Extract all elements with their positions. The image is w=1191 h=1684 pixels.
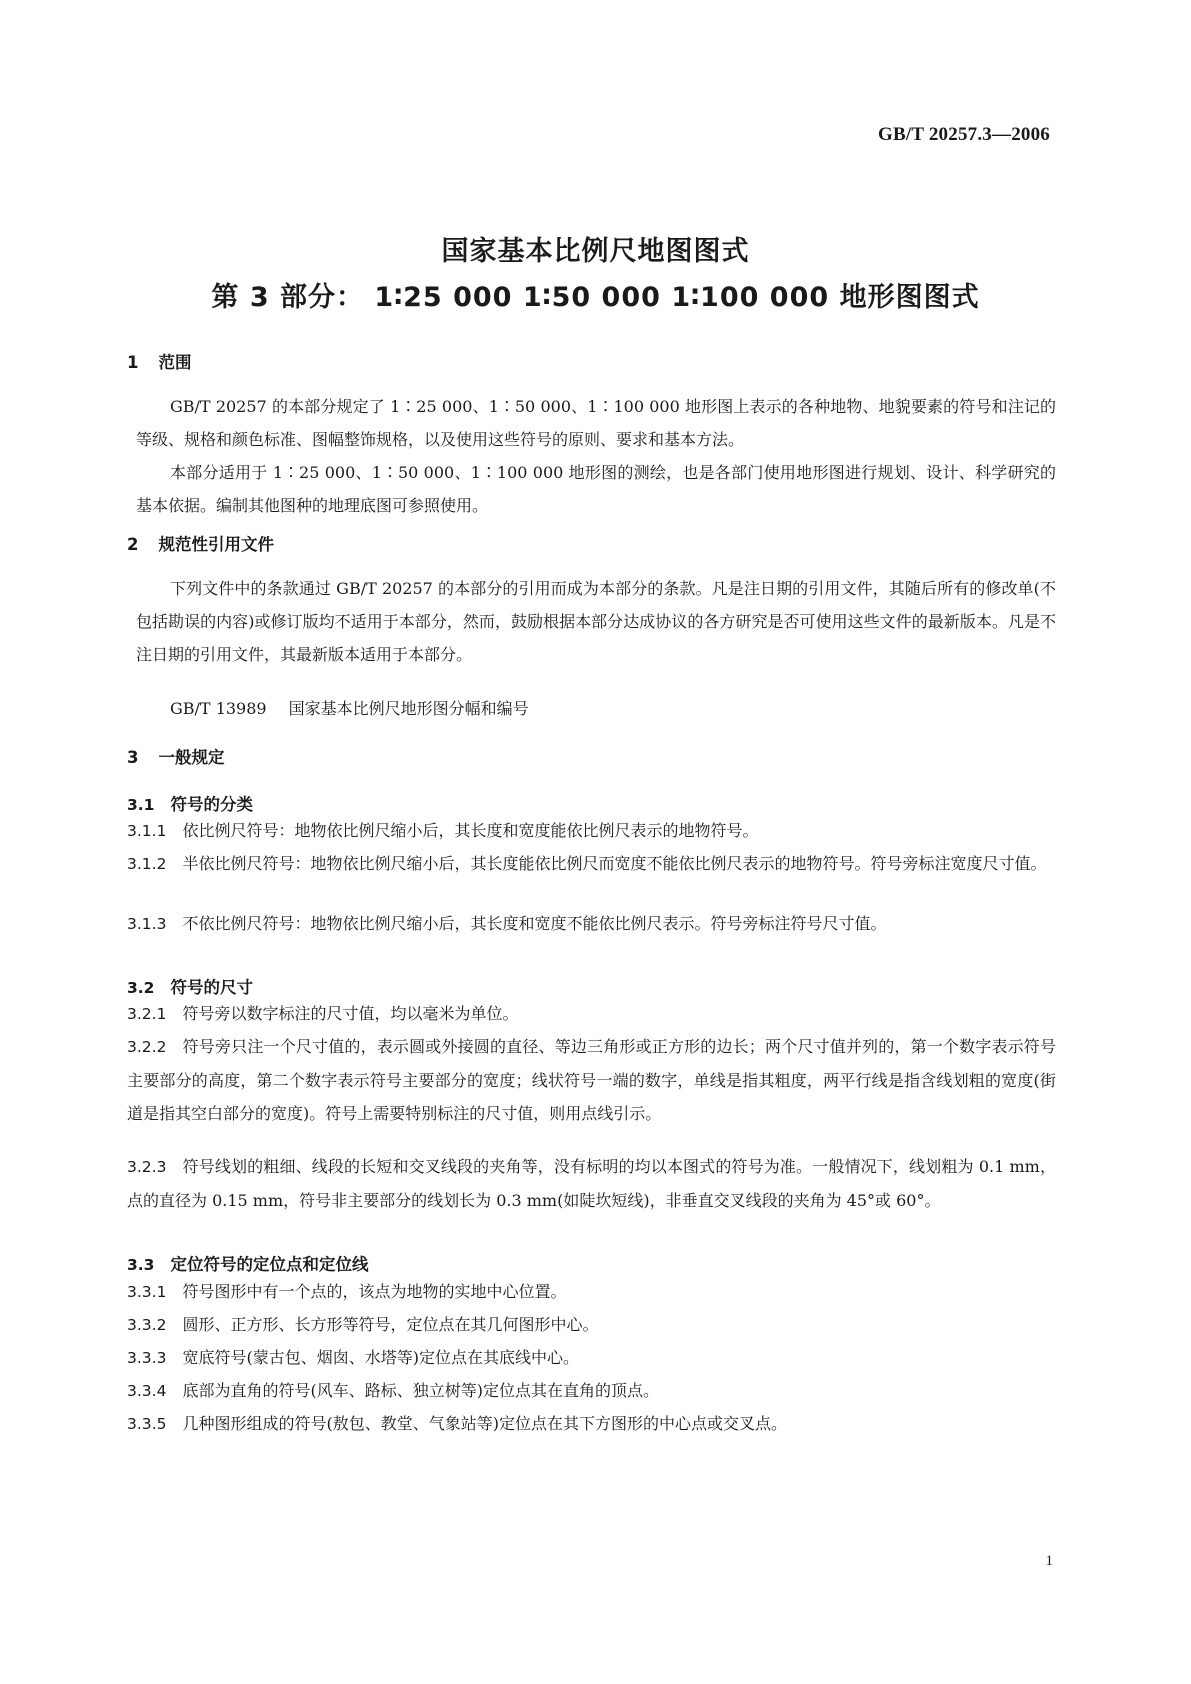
clause-3-3-1	[127, 1275, 1056, 1309]
clause-3-2-1	[127, 997, 1056, 1031]
subsection-title: 定位符号的定位点和定位线	[170, 1255, 369, 1274]
document-subtitle: 第 3 部分： 1∶25 000 1∶50 000 1∶100 000 地形图图式	[211, 282, 980, 313]
clause-number: 3.3.3	[127, 1349, 167, 1367]
clause-text: 底部为直角的符号(风车、路标、独立树等)定位点其在直角的顶点。	[182, 1381, 659, 1400]
clause-number: 3.1.1	[127, 822, 167, 840]
clause-number: 3.2.1	[127, 1005, 167, 1023]
reference-title: 国家基本比例尺地形图分幅和编号	[288, 699, 529, 718]
subsection-3-2-heading	[127, 974, 253, 998]
clause-3-1-3	[127, 907, 1056, 941]
section-number: 2	[127, 535, 139, 554]
subsection-title: 符号的分类	[170, 795, 253, 814]
clause-text: 符号图形中有一个点的，该点为地物的实地中心位置。	[182, 1282, 567, 1301]
clause-text: 符号旁以数字标注的尺寸值，均以毫米为单位。	[182, 1004, 519, 1023]
clause-number: 3.3.4	[127, 1382, 167, 1400]
clause-number: 3.1.3	[127, 915, 167, 933]
clause-3-3-4	[127, 1374, 1056, 1408]
clause-number: 3.2.2	[127, 1038, 167, 1056]
clause-3-3-5	[127, 1407, 1056, 1441]
standard-code: GB/T 20257.3—2006	[878, 124, 1050, 145]
clause-text: 依比例尺符号：地物依比例尺缩小后，其长度和宽度能依比例尺表示的地物符号。	[182, 821, 759, 840]
section-2-heading	[127, 531, 274, 555]
clause-3-3-3	[127, 1341, 1056, 1375]
clause-number: 3.3.5	[127, 1415, 167, 1433]
section-number: 1	[127, 353, 139, 372]
section-2-paragraph-1: 下列文件中的条款通过 GB/T 20257 的本部分的引用而成为本部分的条款。凡是注日期的引用文件，其随后所有的修改单(不包括勘误的内容)或修订版均不适用于本部分，然而，鼓励根据本部分达成协议的各方研究是否可使用这些文件的最新版本。凡是不注日期的引用文件，其最新版本适用于本部分。	[136, 579, 1056, 664]
clause-number: 3.1	[127, 796, 155, 814]
clause-text: 半依比例尺符号：地物依比例尺缩小后，其长度能依比例尺而宽度不能依比例尺表示的地物符号。符号旁标注宽度尺寸值。	[182, 854, 1047, 873]
clause-3-2-2	[127, 1030, 1056, 1130]
section-title: 范围	[158, 353, 192, 372]
section-1-paragraph-2: 本部分适用于 1∶25 000、1∶50 000、1∶100 000 地形图的测绘，也是各部门使用地形图进行规划、设计、科学研究的基本依据。编制其他图种的地理底图可参照使用。	[136, 463, 1056, 515]
clause-text: 宽底符号(蒙古包、烟囱、水塔等)定位点在其底线中心。	[182, 1348, 579, 1367]
section-number: 3	[127, 748, 139, 767]
section-1-heading	[127, 349, 191, 373]
clause-number: 3.1.2	[127, 855, 167, 873]
subsection-3-1-heading	[127, 791, 253, 815]
document-title: 国家基本比例尺地图图式	[441, 236, 750, 267]
clause-text: 符号线划的粗细、线段的长短和交叉线段的夹角等，没有标明的均以本图式的符号为准。一般情况下，线划粗为 0.1 mm，点的直径为 0.15 mm，符号非主要部分的线划长为 0.3 mm(如陡坎短线)，非垂直交叉线段的夹角为 45°或 60°。	[127, 1157, 1056, 1210]
page-number: 1	[1045, 1553, 1053, 1569]
clause-text: 几种图形组成的符号(敖包、教堂、气象站等)定位点在其下方图形的中心点或交叉点。	[182, 1414, 787, 1433]
clause-number: 3.2	[127, 979, 155, 997]
clause-number: 3.3.2	[127, 1316, 167, 1334]
clause-number: 3.3.1	[127, 1283, 167, 1301]
subsection-title: 符号的尺寸	[170, 978, 253, 997]
reference-code: GB/T 13989	[170, 699, 267, 718]
clause-number: 3.2.3	[127, 1158, 167, 1176]
section-3-heading	[127, 744, 224, 768]
section-title: 规范性引用文件	[158, 535, 274, 554]
clause-text: 符号旁只注一个尺寸值的，表示圆或外接圆的直径、等边三角形或正方形的边长；两个尺寸值并列的，第一个数字表示符号主要部分的高度，第二个数字表示符号主要部分的宽度；线状符号一端的数字，单线是指其粗度，两平行线是指含线划粗的宽度(街道是指其空白部分的宽度)。符号上需要特别标注的尺寸值，则用点线引示。	[127, 1037, 1056, 1123]
section-1-paragraph-1: GB/T 20257 的本部分规定了 1∶25 000、1∶50 000、1∶100 000 地形图上表示的各种地物、地貌要素的符号和注记的等级、规格和颜色标准、图幅整饰规格，以及使用这些符号的原则、要求和基本方法。	[136, 397, 1056, 449]
normative-reference	[136, 692, 1056, 725]
clause-3-1-2	[127, 847, 1056, 881]
clause-3-2-3	[127, 1150, 1056, 1217]
clause-number: 3.3	[127, 1256, 155, 1274]
clause-3-3-2	[127, 1308, 1056, 1342]
subsection-3-3-heading	[127, 1251, 368, 1275]
clause-text: 圆形、正方形、长方形等符号，定位点在其几何图形中心。	[182, 1315, 599, 1334]
clause-3-1-1	[127, 814, 1056, 848]
clause-text: 不依比例尺符号：地物依比例尺缩小后，其长度和宽度不能依比例尺表示。符号旁标注符号尺寸值。	[182, 914, 887, 933]
section-title: 一般规定	[158, 748, 225, 767]
